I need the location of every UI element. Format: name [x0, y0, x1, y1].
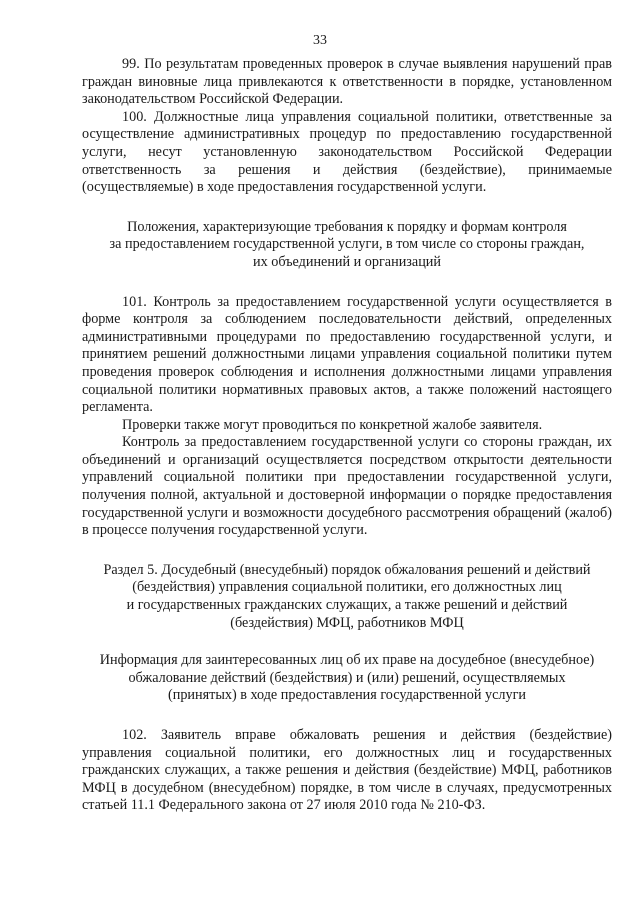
- heading-line: (бездействия) управления социальной политики, его должностных лиц: [132, 579, 562, 596]
- heading-control-requirements: [82, 219, 612, 272]
- heading-line: обжалование действий (бездействия) и (или) решений, осуществляемых: [128, 669, 566, 686]
- paragraph-complaint-checks: Проверки также могут проводиться по конкретной жалобе заявителя.: [122, 416, 543, 433]
- paragraph-99: 99. По результатам проведенных проверок в случае выявления нарушений прав граждан виновные лица привлекаются к ответственности в порядке, установленном законодательством Российской Федерации.: [82, 56, 612, 108]
- paragraph-citizen-control: Контроль за предоставлением государственной услуги со стороны граждан, их объединений и организаций осуществляется посредством открытости деятельности управлений социальной политики при предоставлении государственной услуги, получения полной, актуальной и достоверной информации о порядке предоставления государственной услуги и возможности досудебного рассмотрения обращений (жалоб) в процессе получения государственной услуги.: [82, 434, 612, 539]
- heading-line: (принятых) в ходе предоставления государственной услуги: [168, 687, 526, 704]
- heading-line: их объединений и организаций: [253, 253, 441, 270]
- heading-line: Раздел 5. Досудебный (внесудебный) порядок обжалования решений и действий: [103, 561, 591, 578]
- paragraph-102: 102. Заявитель вправе обжаловать решения и действия (бездействие) управления социальной политики, его должностных лиц и государственных гражданских служащих, а также решения и действия (бездействие) МФЦ, работников МФЦ в досудебном (внесудебном) порядке, в том числе в случаях, предусмотренных статьей 11.1 Федерального закона от 27 июля 2010 года № 210-ФЗ.: [82, 727, 612, 814]
- heading-appeal-information: [82, 652, 612, 705]
- heading-line: Положения, характеризующие требования к порядку и формам контроля: [127, 218, 567, 235]
- heading-line: (бездействия) МФЦ, работников МФЦ: [230, 614, 464, 631]
- paragraph-101: 101. Контроль за предоставлением государственной услуги осуществляется в форме контроля за соблюдением последовательности действий, определенных административными процедурами по предоставлению государственной услуги, и принятием решений должностными лицами управления социальной политики путем проведения проверок соблюдения и исполнения должностными лицами управления социальной политики нормативных правовых актов, а также положений настоящего регламента.: [82, 293, 612, 416]
- paragraph-100: 100. Должностные лица управления социальной политики, ответственные за осуществление административных процедур по предоставлению государственной услуги, несут установленную законодательством Российской Федерации ответственность за решения и действия (бездействие), принимаемые (осуществляемые) в ходе предоставления государственной услуги.: [82, 108, 612, 196]
- heading-line: за предоставлением государственной услуги, в том числе со стороны граждан,: [109, 236, 585, 253]
- heading-line: Информация для заинтересованных лиц об их праве на досудебное (внесудебное): [99, 652, 595, 669]
- heading-section-5: [82, 562, 612, 632]
- document-body: [82, 56, 612, 815]
- page-number: 33: [313, 33, 327, 48]
- heading-line: и государственных гражданских служащих, а также решений и действий: [126, 597, 568, 614]
